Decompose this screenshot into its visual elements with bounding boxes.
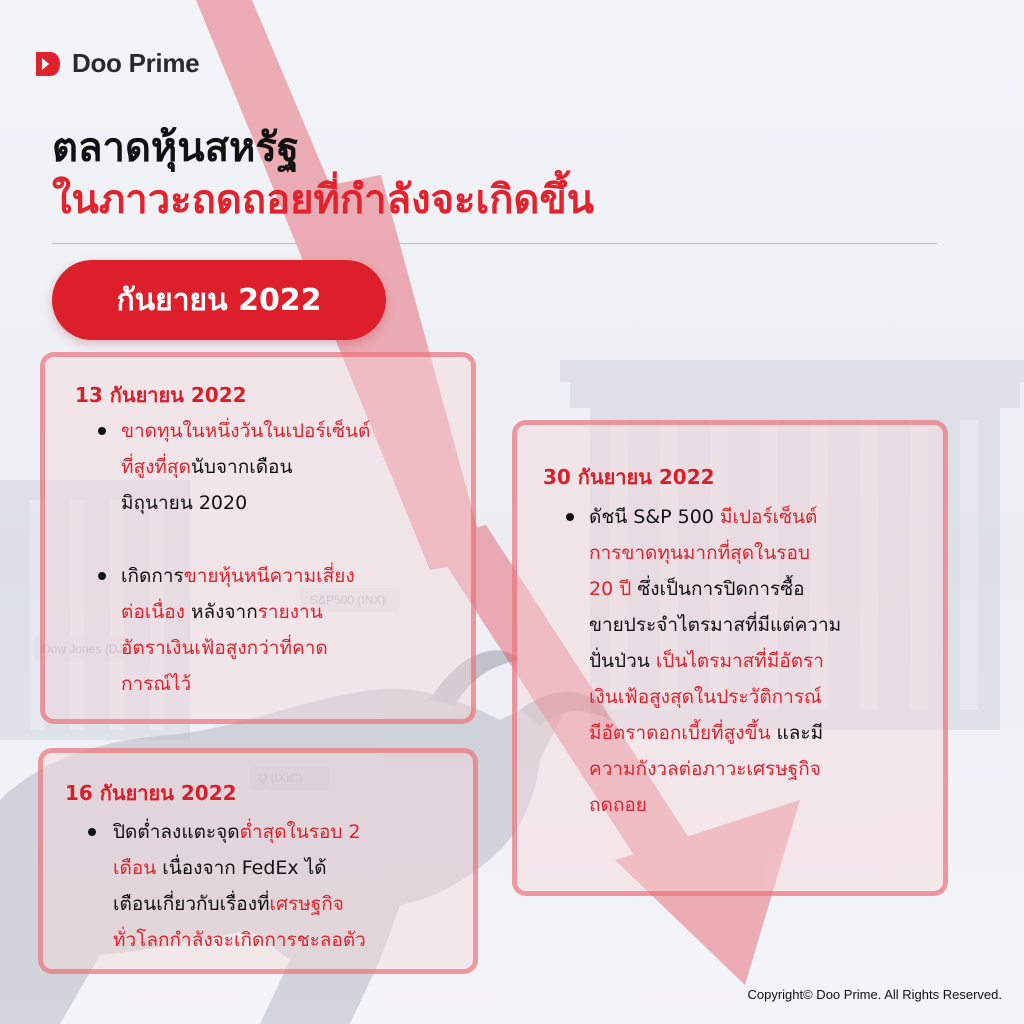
doo-prime-logo-icon [34, 50, 62, 78]
bullet-line [121, 558, 461, 594]
bullet-line [589, 571, 939, 607]
bullet-line [589, 679, 939, 715]
bullet-line [589, 715, 939, 751]
highlight-text: รายงาน [257, 601, 323, 623]
highlight-text: ถดถอย [589, 794, 647, 816]
highlight-text: ต่ำสุดในรอบ 2 [239, 821, 361, 843]
highlight-text: ต่อเนื่อง [121, 601, 185, 623]
bullet-line [113, 886, 473, 922]
event-bullet-text [121, 558, 461, 702]
bullet-line [113, 850, 473, 886]
bullet-dot [566, 513, 574, 521]
bullet-line [121, 594, 461, 630]
body-text: ดัชนี S&P 500 [589, 506, 720, 528]
body-text: ซึ่งเป็นการปิดการซื้อ [631, 578, 805, 600]
page-title-line1: ตลาดหุ้นสหรัฐ [52, 125, 299, 171]
bullet-line [589, 535, 939, 571]
body-text: นับจากเดือน [190, 456, 293, 478]
bullet-line [121, 630, 461, 666]
bullet-line [121, 485, 461, 521]
bullet-dot [88, 828, 96, 836]
highlight-text: เดือน [113, 857, 157, 879]
bullet-line [589, 607, 939, 643]
event-bullet-text [589, 499, 939, 823]
event-bullet-text [113, 814, 473, 958]
highlight-text: ที่สูงที่สุด [121, 456, 191, 478]
page-title-line2: ในภาวะถดถอยที่กำลังจะเกิดขึ้น [52, 177, 595, 223]
highlight-text: ทั่วโลกกำลังจะเกิดการชะลอตัว [113, 929, 366, 951]
period-label: กันยายน 2022 [116, 282, 322, 318]
event-card-sep16 [38, 748, 478, 974]
bullet-dot [98, 572, 106, 580]
body-text: เกิดการ [121, 565, 184, 587]
highlight-text: เป็นไตรมาสที่มีอัตรา [655, 650, 824, 672]
highlight-text: ขาดทุนในหนึ่งวันในเปอร์เซ็นต์ [121, 420, 371, 442]
highlight-text: ความกังวลต่อภาวะเศรษฐกิจ [589, 758, 821, 780]
period-pill [52, 260, 386, 340]
bullet-line [589, 787, 939, 823]
highlight-text: อัตราเงินเฟ้อสูงกว่าที่คาด [121, 637, 328, 659]
copyright-text: Copyright© Doo Prime. All Rights Reserved. [747, 987, 1002, 1002]
bullet-dot [98, 427, 106, 435]
bullet-line [589, 751, 939, 787]
bullet-line [589, 499, 939, 535]
bullet-line [121, 449, 461, 485]
brand-logo [34, 48, 199, 79]
bg-label-dow: Dow Jones (DJI) [42, 642, 131, 656]
body-text: และมี [770, 722, 824, 744]
bullet-line [589, 643, 939, 679]
highlight-text: เงินเฟ้อสูงสุดในประวัติการณ์ [589, 686, 822, 708]
highlight-text: มีอัตราดอกเบี้ยที่สูงขึ้น [589, 722, 771, 744]
highlight-text: เศรษฐกิจ [269, 893, 344, 915]
body-text: ปิดต่ำลงแตะจุด [113, 821, 240, 843]
bullet-line [113, 922, 473, 958]
bullet-line [121, 666, 461, 702]
brand-name: Doo Prime [72, 48, 200, 78]
title-divider [52, 243, 937, 244]
event-date: 16 กันยายน 2022 [65, 781, 237, 805]
body-text: ปั่นป่วน [589, 650, 656, 672]
body-text: เตือนเกี่ยวกับเรื่องที่ [113, 893, 270, 915]
body-text: มิถุนายน 2020 [121, 492, 248, 514]
highlight-text: การณ์ไว้ [121, 673, 192, 695]
highlight-text: การขาดทุนมากที่สุดในรอบ [589, 542, 810, 564]
event-card-sep13 [40, 352, 476, 724]
bullet-line [121, 413, 461, 449]
event-date: 13 กันยายน 2022 [75, 383, 247, 407]
highlight-text: มีเปอร์เซ็นต์ [719, 506, 818, 528]
highlight-text: 20 ปี [589, 578, 632, 600]
event-bullet-text [121, 413, 461, 521]
bullet-line [113, 814, 473, 850]
body-text: หลังจาก [184, 601, 258, 623]
body-text: ขายประจำไตรมาสที่มีแต่ความ [589, 614, 842, 636]
event-date: 30 กันยายน 2022 [543, 465, 715, 489]
highlight-text: ขายหุ้นหนีความเสี่ยง [183, 565, 355, 587]
event-card-sep30 [512, 420, 948, 896]
bg-label-sp500: S&P500 (INX) [310, 593, 386, 607]
body-text: เนื่องจาก FedEx ได้ [156, 857, 327, 879]
